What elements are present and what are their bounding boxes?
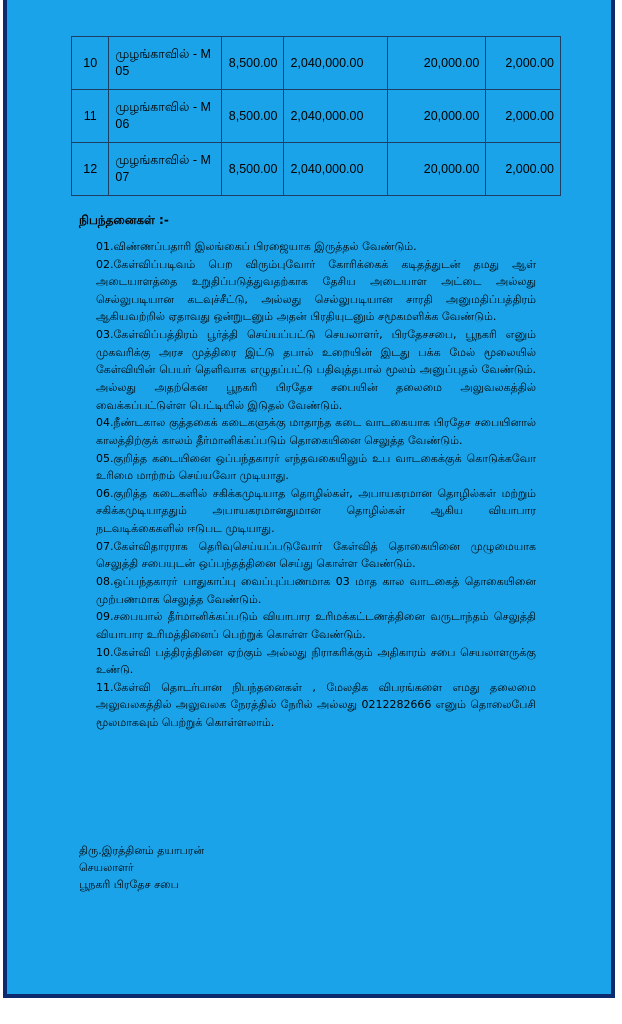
total-amount: 2,040,000.00 [284, 90, 387, 143]
table-row [72, 90, 561, 143]
row-number: 12 [72, 143, 109, 196]
total-amount: 2,040,000.00 [284, 143, 387, 196]
row-number: 11 [72, 90, 109, 143]
condition-item: 10.கேள்வி பத்திரத்தினை ஏற்கும் அல்லது நிராகரிக்கும் அதிகாரம் சபை செயலாளருக்கு உண்டு. [96, 645, 536, 677]
condition-item: 11.கேள்வி தொடர்பான நிபந்தனைகள் , மேலதிக விபரங்களை எமது தலைமை அலுவலகத்தில் அலுவலக நேரத்தில் நேரில் அல்லது 0212282666 எனும் தொலைபேசி மூலமாகவும் பெற்றுக் கொள்ளலாம். [96, 680, 536, 729]
shop-name: முழங்காவில் - M 05 [109, 37, 221, 90]
signature-block [79, 842, 204, 893]
monthly-rent: 8,500.00 [221, 90, 284, 143]
deposit-amount: 20,000.00 [387, 37, 486, 90]
monthly-rent: 8,500.00 [221, 143, 284, 196]
total-amount: 2,040,000.00 [284, 37, 387, 90]
table-row [72, 143, 561, 196]
condition-item: 06.குறித்த கடைகளில் சகிக்கமுடியாத தொழில்கள், அபாயகரமான தொழில்கள் மற்றும் சகிக்கமுடியாததும் அபாயகரமானதுமான தொழில்கள் ஆகிய வியாபார நடவடிக்கைகளில் ஈடுபட முடியாது. [96, 486, 536, 535]
signatory-title: செயலாளர் [79, 861, 134, 874]
condition-item: 01.விண்ணப்பதாரி இலங்கைப் பிரஜையாக இருத்தல் வேண்டும். [96, 240, 417, 253]
shop-name: முழங்காவில் - M 07 [109, 143, 221, 196]
form-fee: 2,000.00 [486, 37, 561, 90]
deposit-amount: 20,000.00 [387, 90, 486, 143]
signatory-office: பூநகரி பிரதேச சபை [79, 878, 179, 891]
condition-item: 02.கேள்விப்படிவம் பெற விரும்புவோர் கோரிக்கைக் கடிதத்துடன் தமது ஆள் அடையாளத்தை உறுதிப்படுத்துவதற்காக தேசிய அடையாள அட்டை அல்லது செல்லுபடியான கடவுச்சீட்டு, அல்லது செல்லுபடியான சாரதி அனுமதிப்பத்திரம் ஆகியவற்றில் ஏதாவது ஒன்றுடனும் அதன் பிரதியுடனும் சமூகமளிக்க வேண்டும். [96, 257, 536, 324]
monthly-rent: 8,500.00 [221, 37, 284, 90]
conditions-list [96, 238, 536, 732]
condition-item: 08.ஒப்பந்தகாரர் பாதுகாப்பு வைப்புப்பணமாக 03 மாத கால வாடகைத் தொகையினை முற்பணமாக செலுத்த வேண்டும். [96, 574, 536, 606]
document-page [3, 0, 615, 998]
condition-item: 07.கேள்விதாரராக தெரிவுசெய்யப்படுவோர் கேள்வித் தொகையினை முழுமையாக செலுத்தி சபையுடன் ஒப்பந்தத்தினை செய்து கொள்ள வேண்டும். [96, 539, 536, 571]
form-fee: 2,000.00 [486, 90, 561, 143]
table-row [72, 37, 561, 90]
condition-item: 05.குறித்த கடையினை ஒப்பந்தகாரர் எந்தவகையிலும் உப வாடகைக்குக் கொடுக்கவோ உரிமை மாற்றம் செய்யவோ முடியாது. [96, 451, 536, 483]
condition-item: 03.கேள்விப்பத்திரம் பூர்த்தி செய்யப்பட்டு செயலாளர், பிரதேசசபை, பூநகரி எனும் முகவரிக்கு அரச முத்திரை இட்டு தபால் உறையின் இடது பக்க மேல் மூலையில் கேள்வியின் பெயர் தெளிவாக எழுதப்பட்டு பதிவுத்தபால் மூலம் அனுப்புதல் வேண்டும். அல்லது அதற்கென பூநகரி பிரதேச சபையின் தலைமை அலுவலகத்தில் வைக்கப்பட்டுள்ள பெட்டியில் இடுதல் வேண்டும். [96, 328, 536, 412]
condition-item: 09.சபையால் தீர்மானிக்கப்படும் வியாபார உரிமக்கட்டணத்தினை வருடாந்தம் செலுத்தி வியாபார உரிமத்தினைப் பெற்றுக் கொள்ள வேண்டும். [96, 610, 536, 641]
row-number: 10 [72, 37, 109, 90]
deposit-amount: 20,000.00 [387, 143, 486, 196]
signatory-name: திரு.இரத்தினம் தயாபரன் [79, 844, 205, 857]
form-fee: 2,000.00 [486, 143, 561, 196]
shop-name: முழங்காவில் - M 06 [109, 90, 221, 143]
shop-rent-table [71, 36, 561, 196]
condition-item: 04.நீண்டகால குத்தகைக் கடைகளுக்கு மாதாந்த கடை வாடகையாக பிரதேச சபையினால் காலத்திற்குக் காலம் தீர்மானிக்கப்படும் தொகையினை செலுத்த வேண்டும். [96, 416, 536, 447]
conditions-heading: நிபந்தனைகள் :- [79, 213, 169, 227]
